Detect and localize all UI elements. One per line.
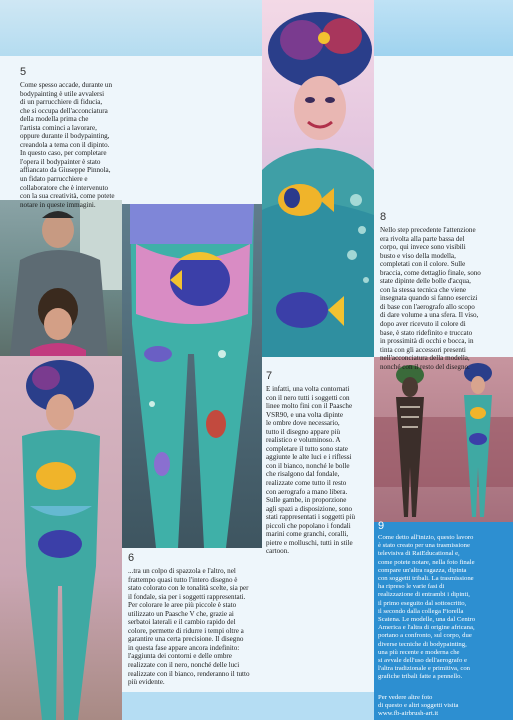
step-9-text — [378, 534, 510, 682]
top-left-strip — [0, 0, 262, 56]
step-9-number: 9 — [378, 520, 385, 532]
torso-illustration — [262, 0, 374, 357]
step-8-line: braccia, come dettaglio finale, sono — [380, 268, 481, 277]
hairdresser-illustration — [0, 200, 122, 356]
step-8-line: dopo aver ricevuto il colore di — [380, 320, 466, 329]
step-5-line: con la sua creatività, come potete — [20, 192, 115, 201]
step-9-line: una più recente e moderna che — [378, 648, 460, 656]
step-6-text — [128, 567, 270, 687]
legs-illustration — [122, 204, 262, 548]
step-6-line: serbatoi laterali e il cambio rapido del — [128, 618, 236, 627]
step-8-line: in prossimità di occhi e bocca, in — [380, 337, 474, 346]
step-9-line: compare un'altra ragazza, dipinta — [378, 566, 467, 574]
step-9-line: ha ripreso le varie fasi di — [378, 583, 445, 591]
two-models-illustration — [374, 357, 513, 522]
step-6-line: più evidente. — [128, 678, 165, 687]
step-6-line: frattempo quasi tutto l'intero disegno è — [128, 575, 238, 584]
step-5-line: di un parrucchiere di fiducia, — [20, 98, 103, 107]
step-9-line: il primo eseguito dal sottoscritto, — [378, 599, 467, 607]
step-5-text — [20, 81, 252, 209]
step-9-line: realizzazione di entrambi i dipinti, — [378, 591, 470, 599]
step-9-line: Scatena. Le modelle, una dal Centro — [378, 616, 476, 624]
step-8-line: nell'acconciatura della modella, — [380, 354, 470, 363]
step-5-line: creandola a tema con il dipinto. — [20, 140, 110, 149]
step-6-line: utilizzato un Paasche V che, grazie ai — [128, 609, 234, 618]
step-8-line: completati con il colore. Sulle — [380, 260, 466, 269]
step-8-line: base, è stato ridefinito e truccato — [380, 328, 473, 337]
step-6-line: Per colorare le aree più piccole è stato — [128, 601, 237, 610]
step-5-line: affiancato da Giuseppe Pinnola, — [20, 166, 111, 175]
step-9-line: con soggetti tribali. La trasmissione — [378, 575, 474, 583]
step-6-line: realizzate con il bianco, renderanno il tutto — [128, 669, 250, 678]
photo-full-body-left — [0, 356, 122, 720]
step-5-line: l'opera il bodypainter è stato — [20, 157, 101, 166]
photo-two-models — [374, 357, 513, 522]
step-7-line: con il nero tutti i soggetti con — [266, 393, 350, 402]
step-7-line: linee molto fini con il Paasche — [266, 402, 353, 411]
footer-line: di questo e altri soggetti visita — [378, 702, 459, 710]
step-8-line: era rivolta alla parte bassa del — [380, 234, 465, 243]
step-8-line: di base con l'aerografo allo scopo — [380, 302, 475, 311]
step-7-text — [266, 385, 374, 556]
step-7-line: realizzate come tutto il resto — [266, 479, 347, 488]
step-7-line: E infatti, una volta contornati — [266, 385, 350, 393]
step-8-line: di dare volume a una sfera. Il viso, — [380, 311, 479, 320]
step-5-line: bodypainting è utile avvalersi — [20, 89, 105, 98]
step-7-line: realistico e voluminoso. A — [266, 436, 341, 445]
photo-hairdresser — [0, 200, 122, 356]
step-7-line: piccoli che popolano i fondali — [266, 521, 351, 530]
step-7-line: marini come granchi, coralli, — [266, 530, 349, 539]
step-6-line: garantire una certa precisione. Il disegno — [128, 635, 244, 644]
step-9-line: l'altra tradizionale e primitiva, con — [378, 665, 471, 673]
top-right-strip — [363, 0, 513, 56]
step-9-line: come potete notare, nella foto finale — [378, 558, 475, 566]
step-7-line: agli spazi a disposizione, sono — [266, 504, 353, 513]
website-link[interactable]: www.fb-airbrush-art.it — [378, 710, 439, 718]
step-5-line: un fidato parrucchiere e — [20, 175, 88, 184]
step-6-line: stato colorato con le tonalità scelte, sia per — [128, 584, 249, 593]
step-8-line: tinta con gli accessori presenti — [380, 345, 466, 354]
step-7-line: le ombre dove necessario, — [266, 419, 340, 428]
step-7-line: aggiunte le alte luci e i riflessi — [266, 453, 352, 462]
step-5-line: In questo caso, per completare — [20, 149, 107, 158]
step-5-line: notare in queste immagini. — [20, 200, 96, 209]
step-8-line: Nello step precedente l'attenzione — [380, 226, 476, 234]
step-8-line: state dipinte delle bolle d'acqua, — [380, 277, 471, 286]
step-9-line: diverse tecniche di bodypainting, — [378, 640, 467, 648]
step-8-line: busto e viso della modella, — [380, 251, 456, 260]
step-9-line: portano a confronto, sul corpo, due — [378, 632, 472, 640]
step-6-line: il fondale, sia per i soggetti rappresentati. — [128, 592, 246, 601]
step-9-line: si avvale dell'uso dell'aerografo e — [378, 657, 467, 665]
step-7-line: completare il tutto sono state — [266, 444, 348, 453]
step-7-line: con il bianco, nonché le bolle — [266, 461, 350, 470]
step-9-footer — [378, 694, 510, 719]
step-6-number: 6 — [128, 552, 135, 564]
step-7-line: cartoon. — [266, 547, 290, 556]
step-8-number: 8 — [380, 211, 387, 223]
step-5-line: della modella prima che — [20, 115, 89, 124]
footer-line: Per vedere altre foto — [378, 694, 433, 701]
step-9-box — [374, 522, 513, 720]
step-8-line: nonché con il resto del disegno. — [380, 362, 470, 371]
step-9-line: televisiva di RaiEducational e, — [378, 550, 460, 558]
step-9-line: il secondo dalla collega Fiorella — [378, 607, 464, 615]
step-6-line: l'aggiunta dei contorni e delle ombre — [128, 652, 232, 661]
step-5-line: Come spesso accade, durante un — [20, 81, 112, 89]
photo-full-body-center — [122, 204, 262, 548]
step-5-line: collaboratore che è intervenuto — [20, 183, 109, 192]
step-7-line: VSR90, e una volta dipinte — [266, 410, 344, 419]
step-7-line: pietre e molluschi, tutti in stile — [266, 538, 353, 547]
step-5-line: che si occupa dell'acconciatura — [20, 106, 108, 115]
step-6-line: ...tra un colpo di spazzola e l'altro, nel — [128, 567, 236, 575]
photo-model-torso — [262, 0, 374, 357]
step-6-line: in questa fase appare ancora indefinito: — [128, 643, 240, 652]
step-8-line: corpo, qui invece sono visibili — [380, 243, 466, 252]
step-8-line: con la stessa tecnica che viene — [380, 285, 467, 294]
step-6-line: colore, permette di ridurre i tempi oltre a — [128, 626, 244, 635]
step-9-line: è stato creato per una trasmissione — [378, 542, 470, 550]
step-9-line: Come detto all'inizio, questo lavoro — [378, 534, 474, 541]
step-9-line: America e l'altra di origine africana, — [378, 624, 475, 632]
step-8-line: insegnata quando si fanno esercizi — [380, 294, 478, 303]
step-6-line: realizzate con il nero, nonché delle luci — [128, 661, 240, 670]
step-5-line: l'artista cominci a lavorare, — [20, 123, 97, 132]
step-9-line: grafiche tribali fatte a pennello. — [378, 673, 463, 681]
step-5-number: 5 — [20, 66, 27, 78]
step-7-line: che risalgono dal fondale, — [266, 470, 340, 479]
step-7-number: 7 — [266, 370, 273, 382]
step-5-line: oppure durante il bodypainting, — [20, 132, 110, 141]
step-7-line: con aerografo a mano libera. — [266, 487, 348, 496]
step-7-line: Sulle gambe, in proporzione — [266, 496, 347, 505]
step-7-line: stati rappresentati i soggetti più — [266, 513, 356, 522]
step-7-line: tutto il disegno appare più — [266, 427, 341, 436]
step-8-text — [380, 226, 510, 371]
model-left-illustration — [0, 356, 122, 720]
